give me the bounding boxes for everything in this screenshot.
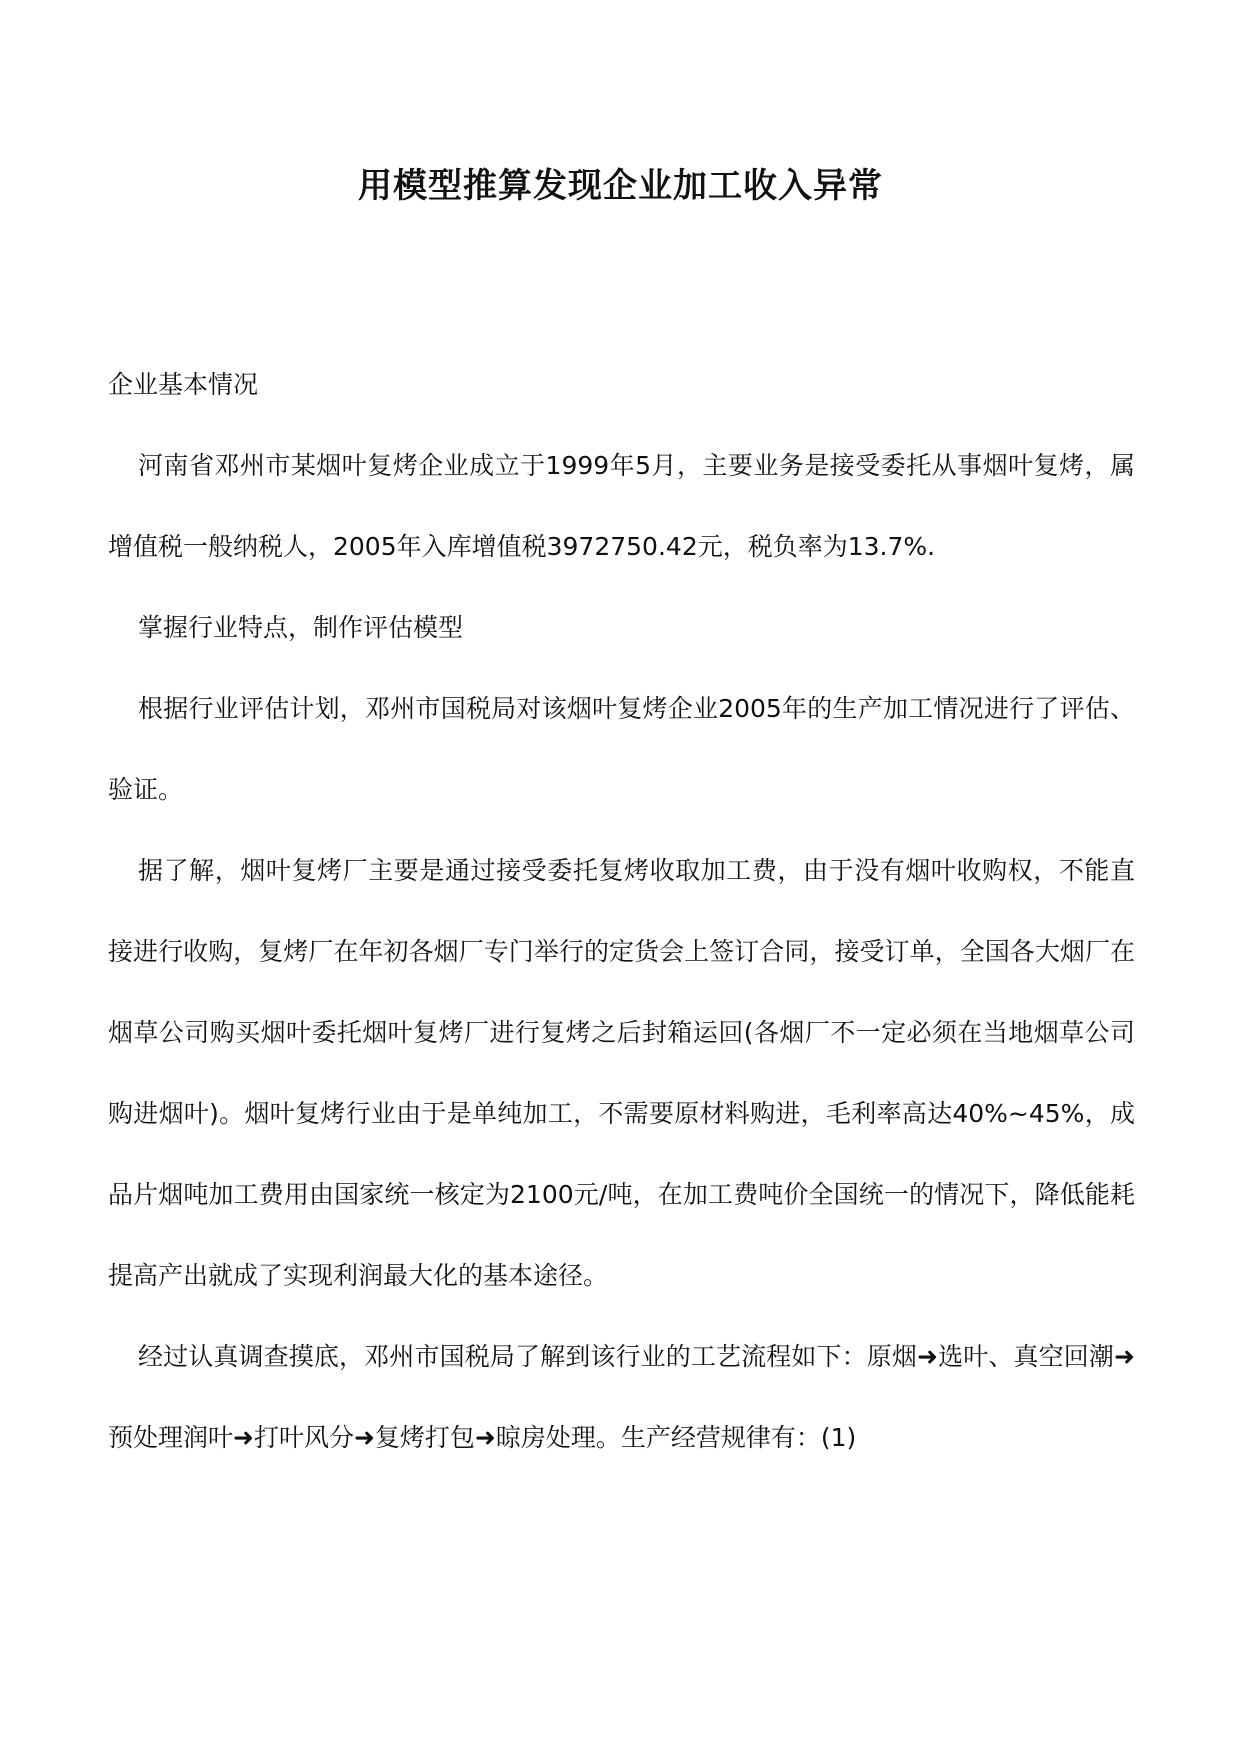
paragraph-company-intro: 河南省邓州市某烟叶复烤企业成立于1999年5月，主要业务是接受委托从事烟叶复烤，属增值税一般纳税人，2005年入库增值税3972750.42元，税负率为13.7%. xyxy=(108,451,1135,561)
paragraph-industry-background: 据了解，烟叶复烤厂主要是通过接受委托复烤收取加工费，由于没有烟叶收购权，不能直接进行收购，复烤厂在年初各烟厂专门举行的定货会上签订合同，接受订单，全国各大烟厂在烟草公司购买烟叶委托烟叶复烤厂进行复烤之后封箱运回(各烟厂不一定必须在当地烟草公司购进烟叶)。烟叶复烤行业由于是单纯加工，不需要原材料购进，毛利率高达40%~45%，成品片烟吨加工费用由国家统一核定为2100元/吨，在加工费吨价全国统一的情况下，降低能耗提高产出就成了实现利润最大化的基本途径。 xyxy=(108,856,1135,1290)
document-title: 用模型推算发现企业加工收入异常 xyxy=(358,166,883,206)
section-heading-basic-info: 企业基本情况 xyxy=(108,370,259,399)
document-body xyxy=(108,344,1135,1478)
paragraph-industry-model-heading: 掌握行业特点，制作评估模型 xyxy=(138,613,464,642)
paragraph-evaluation-plan: 根据行业评估计划，邓州市国税局对该烟叶复烤企业2005年的生产加工情况进行了评估、验证。 xyxy=(108,694,1135,804)
paragraph-process-flow: 经过认真调查摸底，邓州市国税局了解到该行业的工艺流程如下：原烟➜选叶、真空回潮➜预处理润叶➜打叶风分➜复烤打包➜晾房处理。生产经营规律有：(1) xyxy=(108,1342,1135,1452)
